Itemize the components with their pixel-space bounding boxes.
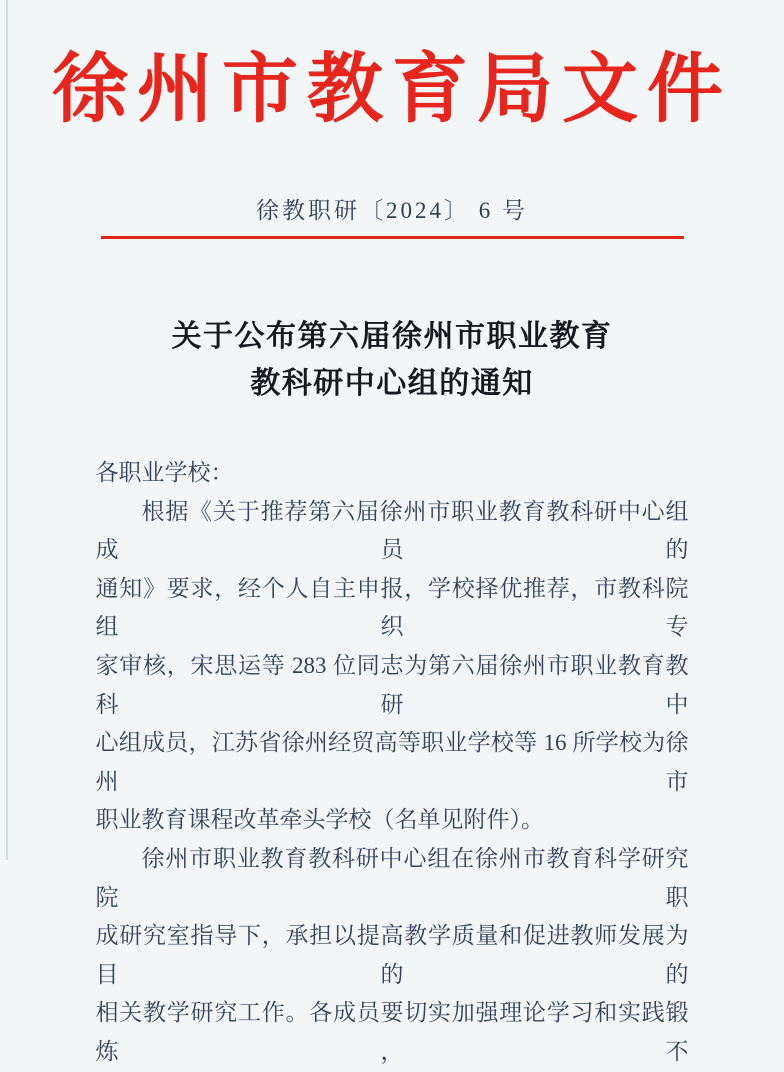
notice-title — [0, 313, 784, 407]
salutation-line: 各职业学校： — [95, 460, 234, 485]
notice-title-line1: 关于公布第六届徐州市职业教育 — [171, 320, 613, 353]
body-line: 徐州市职业教育教科研中心组在徐州市教育科学研究院职 — [95, 845, 689, 910]
document-header-title: 徐州市教育局文件 — [52, 48, 732, 132]
body-line: 通知》要求，经个人自主申报，学校择优推荐，市教科院组织专 — [95, 575, 689, 640]
body-line: 根据《关于推荐第六届徐州市职业教育教科研中心组成员的 — [95, 498, 689, 563]
body-line: 相关教学研究工作。各成员要切实加强理论学习和实践锻炼，不 — [95, 1000, 689, 1064]
notice-title-line2: 教科研中心组的通知 — [250, 367, 534, 400]
document-body — [96, 454, 689, 1072]
body-line: 成研究室指导下，承担以提高教学质量和促进教师发展为目的的 — [95, 923, 689, 987]
scan-edge-artifact — [6, 0, 8, 860]
body-line: 心组成员，江苏省徐州经贸高等职业学校等 16 所学校为徐州市 — [95, 730, 689, 794]
body-line: 家审核，宋思运等 283 位同志为第六届徐州市职业教育教科研中 — [95, 652, 689, 717]
red-divider-line — [101, 236, 684, 239]
document-number: 徐教职研〔2024〕 6 号 — [256, 198, 528, 223]
body-line: 职业教育课程改革牵头学校（名单见附件）。 — [95, 807, 544, 833]
